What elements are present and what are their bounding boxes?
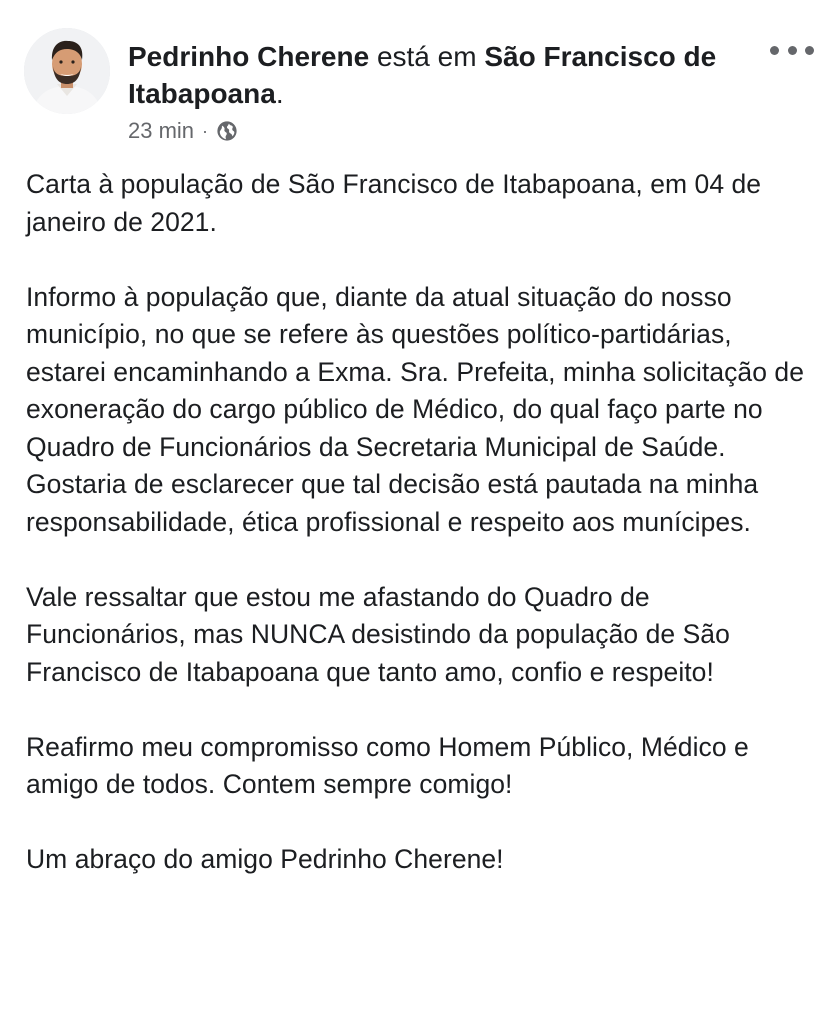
post-body xyxy=(26,166,816,916)
more-dot-icon xyxy=(788,46,797,55)
author-name[interactable]: Pedrinho Cherene xyxy=(128,41,370,72)
more-options-button[interactable] xyxy=(770,36,814,64)
globe-icon[interactable] xyxy=(216,120,238,142)
more-dot-icon xyxy=(805,46,814,55)
post-paragraph: Carta à população de São Francisco de Itabapoana, em 04 de janeiro de 2021. xyxy=(26,169,762,237)
post-paragraph: Vale ressaltar que estou me afastando do Quadro de Funcionários, mas NUNCA desistindo da população de São Francisco de Itabapoana que tanto amo, confio e respeito! xyxy=(26,581,730,687)
location-suffix: . xyxy=(275,78,284,109)
post-header xyxy=(128,38,748,112)
post-paragraph: Um abraço do amigo Pedrinho Cherene! xyxy=(26,844,504,874)
post-paragraph: Reafirmo meu compromisso como Homem Público, Médico e amigo de todos. Contem sempre comigo! xyxy=(26,731,749,799)
avatar-portrait xyxy=(24,28,110,114)
post-paragraph: Informo à população que, diante da atual situação do nosso município, no que se refere às questões político-partidárias, estarei encaminhando a Exma. Sra. Prefeita, minha solicitação de exoneração do cargo público de Médico, do qual faço parte no Quadro de Funcionários da Secretaria Municipal de Saúde. Gostaria de esclarecer que tal decisão está pautada na minha responsabilidade, ética profissional e respeito aos munícipes. xyxy=(26,281,805,537)
location-connector: está em xyxy=(369,41,485,72)
post-time[interactable]: 23 min xyxy=(128,118,195,143)
avatar[interactable] xyxy=(24,28,110,114)
post-meta xyxy=(128,116,238,146)
meta-separator: · xyxy=(202,120,209,141)
more-dot-icon xyxy=(770,46,779,55)
location-name[interactable]: São Francisco de Itabapoana xyxy=(128,41,717,109)
